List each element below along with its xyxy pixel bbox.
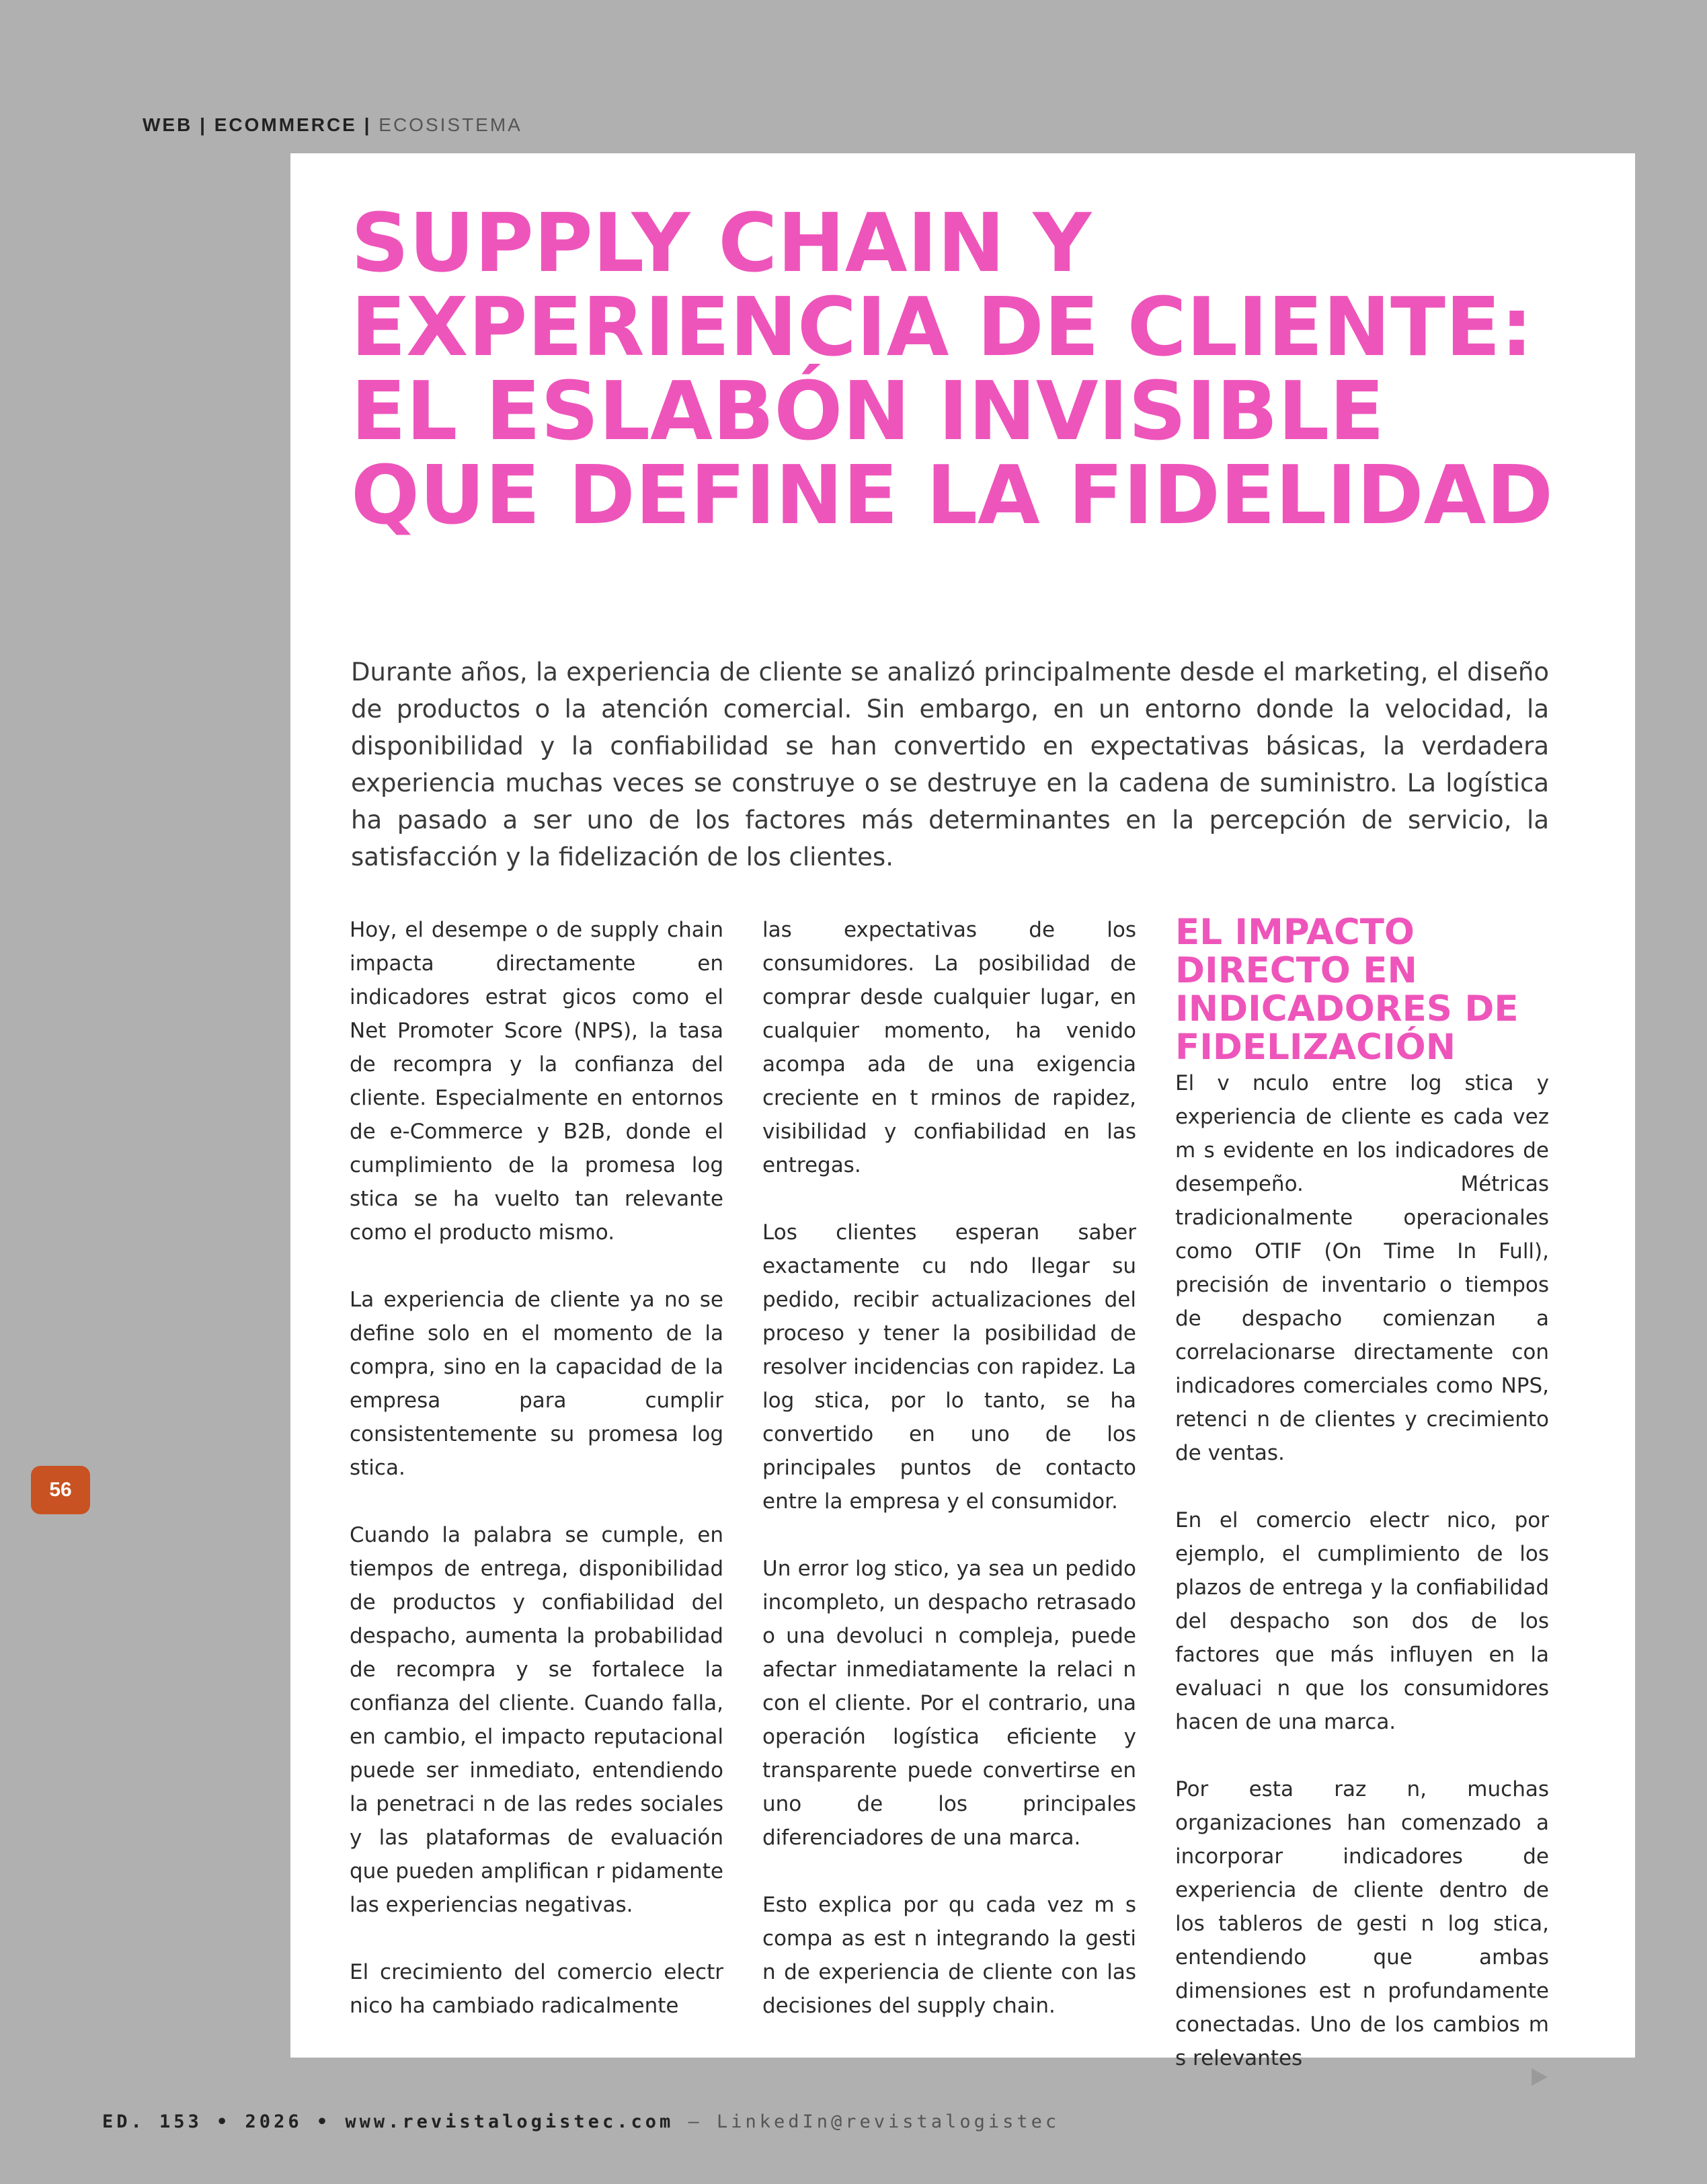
paragraph: El v nculo entre log stica y experiencia de cliente es cada vez m s evidente en los indicadores de desempeño. Métricas tradicionalmente operacionales como OTIF (On Time In Full), precisión de inventario o tiempos de despacho comienzan a correlacionarse directamente con indicadores comerciales como NPS, retenci n de clientes y crecimiento de ventas.: [1175, 1071, 1549, 1465]
paragraph: La experiencia de cliente ya no se define solo en el momento de la compra, sino en la capacidad de la empresa para cumplir consistentemente su promesa log stica.: [350, 1288, 723, 1480]
paragraph: Hoy, el desempe o de supply chain impacta directamente en indicadores estrat gicos como el Net Promoter Score (NPS), la tasa de recompra y la confianza del cliente. Especialmente en entornos de e-Commerce y B2B, donde el cumplimiento de la promesa log stica se ha vuelto tan relevante como el producto mismo.: [350, 918, 723, 1245]
paragraph: Cuando la palabra se cumple, en tiempos de entrega, disponibilidad de productos y confiabilidad del despacho, aumenta la probabilidad de recompra y se fortalece la confianza del cliente. Cuando falla, en cambio, el impacto reputacional puede ser inmediato, entendiendo la penetraci n de las redes sociales y las plataformas de evaluación que pueden amplifican r pidamente las experiencias negativas.: [350, 1523, 723, 1917]
page-number-badge: 56: [31, 1466, 90, 1514]
section-breadcrumb: [143, 114, 522, 136]
column-1: [350, 913, 723, 2056]
paragraph: Los clientes esperan saber exactamente cu ndo llegar su pedido, recibir actualizaciones del proceso y tener la posibilidad de resolver incidencias con rapidez. La log stica, por lo tanto, se ha convertido en uno de los principales puntos de contacto entre la empresa y el consumidor.: [762, 1220, 1136, 1514]
paragraph: Esto explica por qu cada vez m s compa as est n integrando la gesti n de experiencia de cliente con las decisiones del supply chain.: [762, 1893, 1136, 2018]
paragraph: Un error log stico, ya sea un pedido incompleto, un despacho retrasado o una devoluci n compleja, puede afectar inmediatamente la relaci n con el cliente. Por el contrario, una operación logística eficiente y transparente puede convertirse en uno de los principales diferenciadores de una marca.: [762, 1557, 1136, 1850]
section-ecosistema: ECOSISTEMA: [379, 114, 522, 135]
footer-social: – LinkedIn@revistalogistec: [674, 2111, 1060, 2132]
footer: [102, 2111, 1060, 2132]
paragraph: En el comercio electr nico, por ejemplo, el cumplimiento de los plazos de entrega y la confiabilidad del despacho son dos de los factores que más influyen en la evaluaci n que los consumidores hacen de una marca.: [1175, 1508, 1549, 1734]
footer-edition: ED. 153 • 2026 • www.revistalogistec.com: [102, 2111, 674, 2132]
section-ecommerce: ECOMMERCE: [214, 114, 357, 135]
paragraph: las expectativas de los consumidores. La posibilidad de comprar desde cualquier lugar, en cualquier momento, ha venido acompa ada de una exigencia creciente en t rminos de rapidez, visibilidad y confiabilidad en las entregas.: [762, 918, 1136, 1177]
column-2: [762, 913, 1136, 2056]
paragraph: El crecimiento del comercio electr nico ha cambiado radicalmente: [350, 1960, 723, 2018]
article-lead: Durante años, la experiencia de cliente se analizó principalmente desde el marketing, el diseño de productos o la atención comercial. Sin embargo, en un entorno donde la velocidad, la disponibilidad y la confiabilidad se han convertido en expectativas básicas, la verdadera experiencia muchas veces se construye o se destruye en la cadena de suministro. La logística ha pasado a ser uno de los factores más determinantes en la percepción de servicio, la satisfacción y la fidelización de los clientes.: [351, 658, 1549, 871]
section-web: WEB: [143, 114, 193, 135]
article-title: SUPPLY CHAIN Y EXPERIENCIA DE CLIENTE: EL ESLABÓN INVISIBLE QUE DEFINE LA FIDELIDAD: [351, 197, 1554, 543]
section-separator: |: [356, 114, 379, 135]
column-3: [1175, 913, 1549, 2109]
arrow-right-icon[interactable]: [1532, 2068, 1548, 2086]
subheading: EL IMPACTO DIRECTO EN INDICADORES DE FIDELIZACIÓN: [1175, 912, 1519, 1068]
paragraph: Por esta raz n, muchas organizaciones han comenzado a incorporar indicadores de experiencia de cliente dentro de los tableros de gesti n log stica, entendiendo que ambas dimensiones est n profundamente conectadas. Uno de los cambios m s relevantes: [1175, 1777, 1549, 2070]
section-separator: |: [192, 114, 214, 135]
